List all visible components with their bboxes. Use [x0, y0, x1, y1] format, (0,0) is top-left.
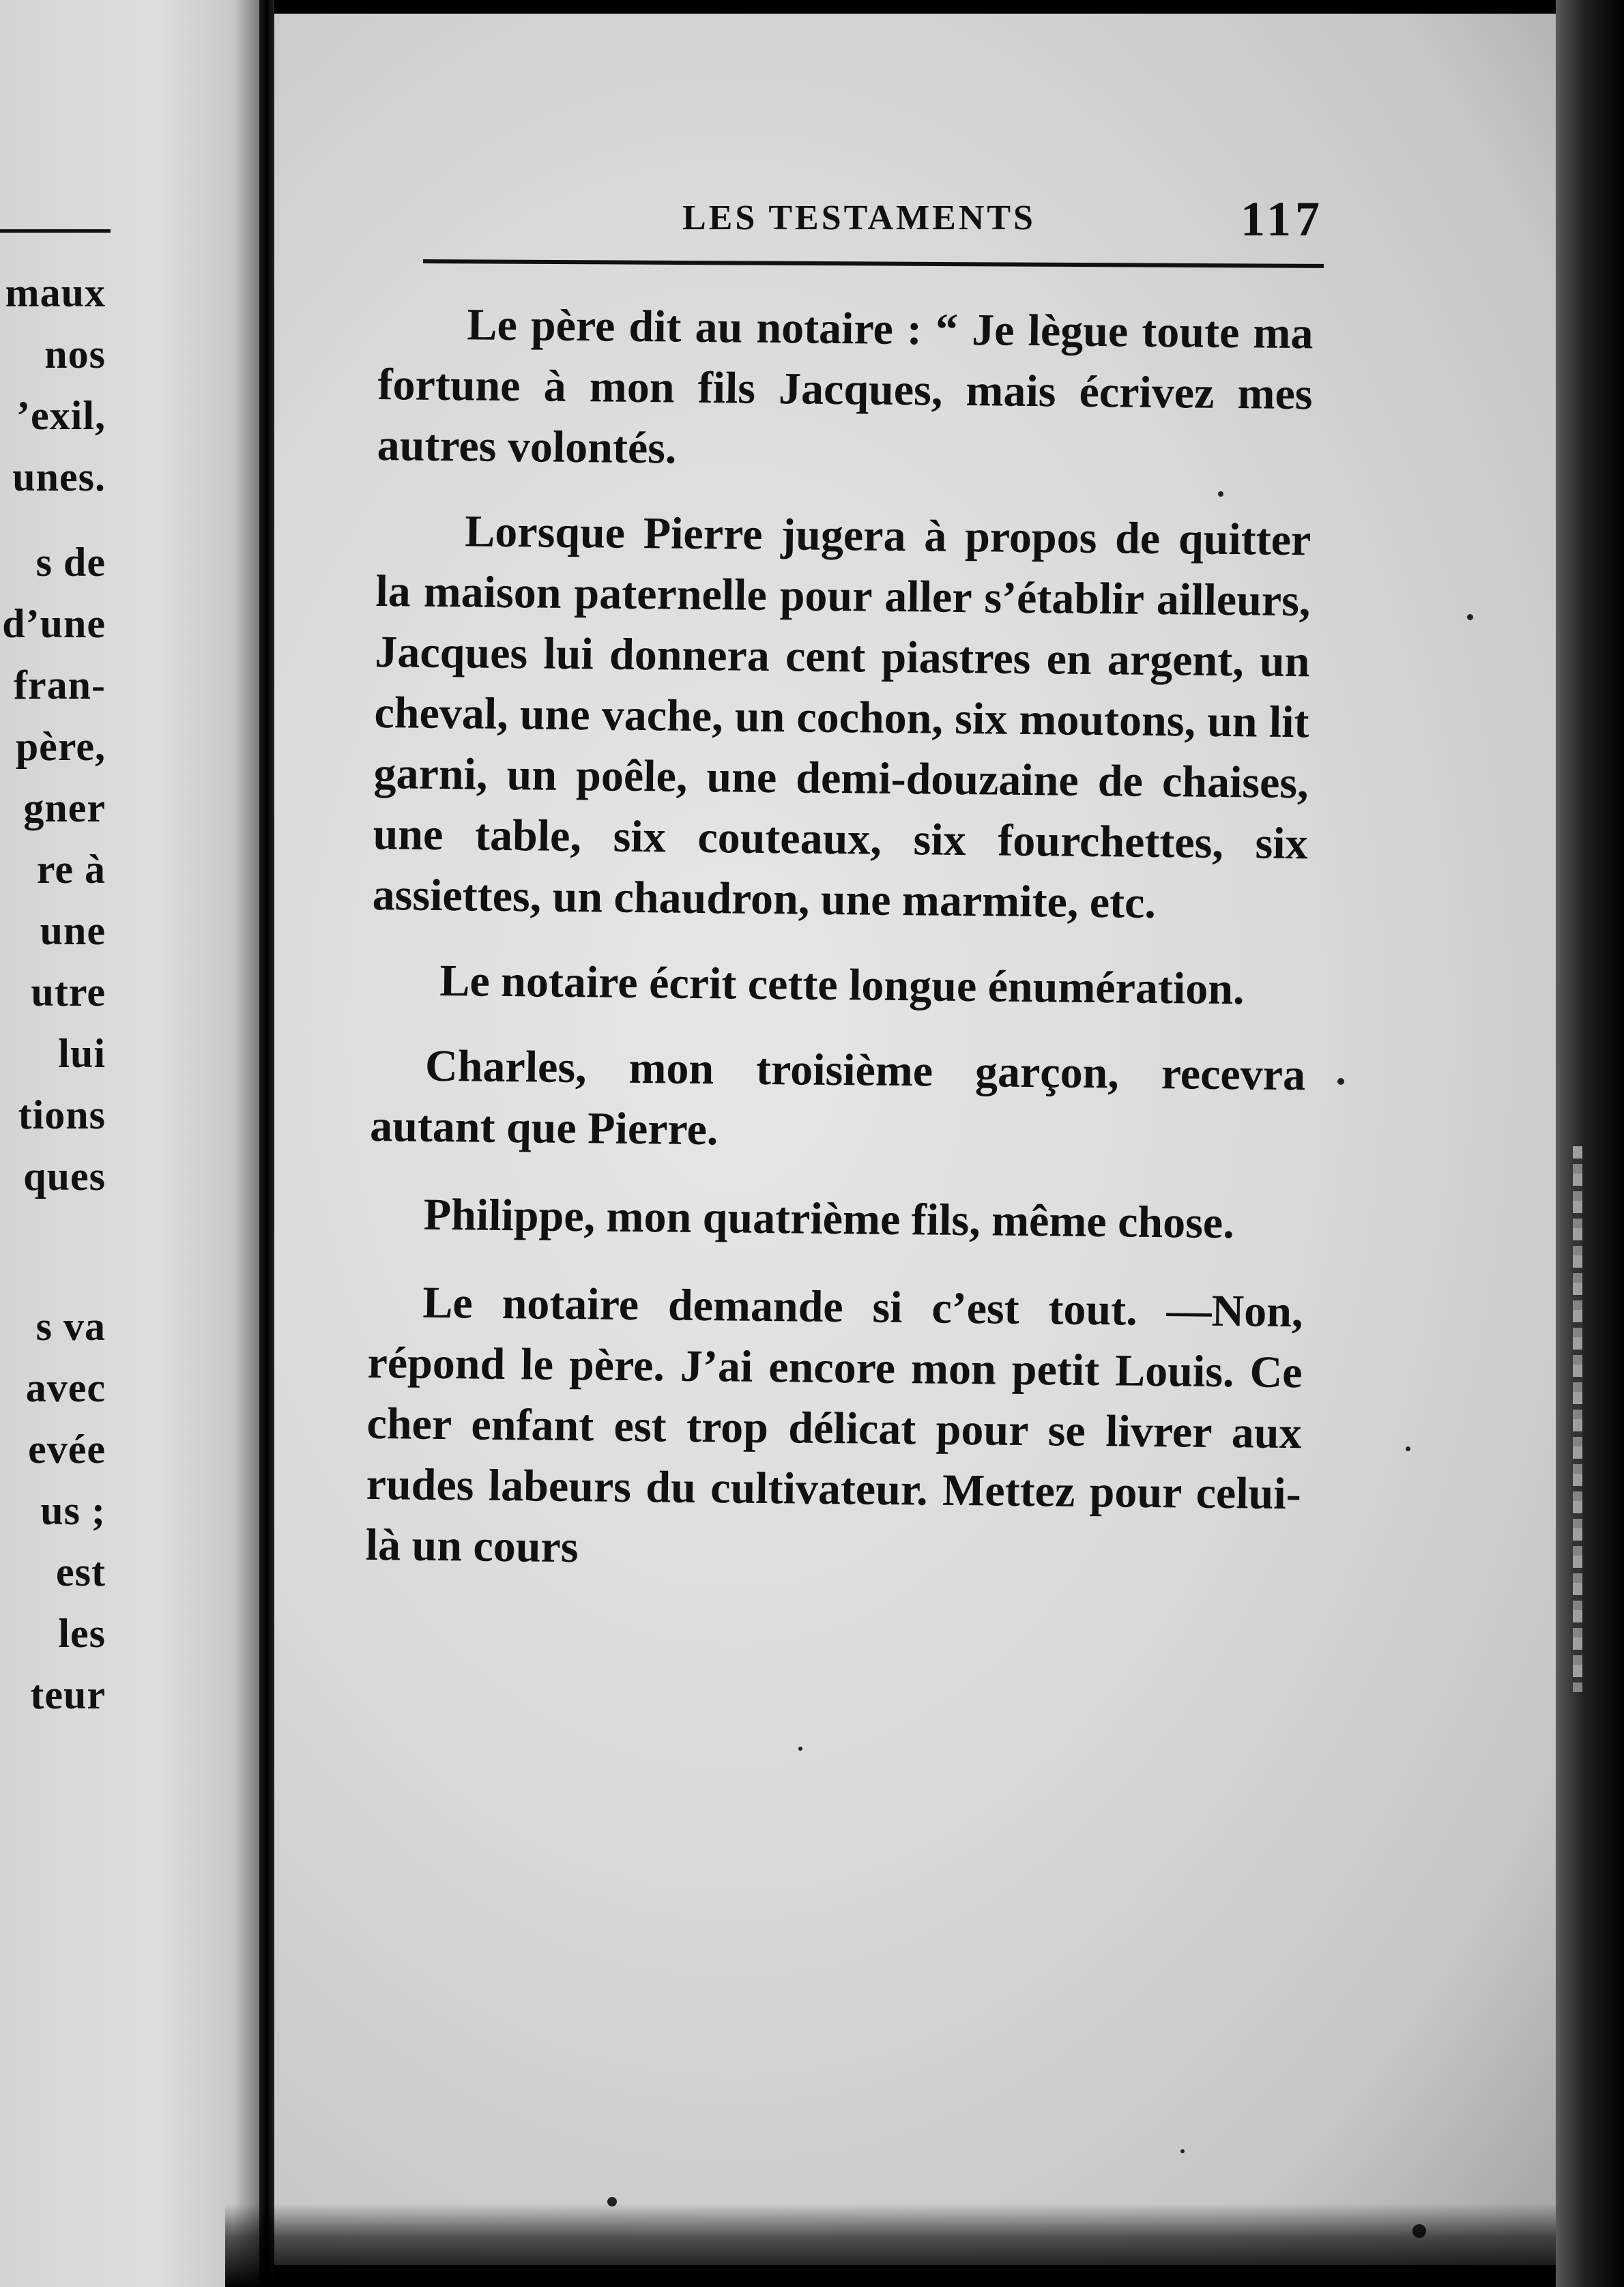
- paragraph: Lorsque Pierre jugera à propos de quitter la maison paternelle pour aller s’établir ailleurs, Jacques lui donnera cent piastres en argent, un cheval, une vache, un cochon, six moutons, un lit garni, un poêle, une demi-douzaine de chaises, une table, six couteaux, six fourchettes, six assiettes, un chaudron, une marmite, etc.: [372, 506, 1311, 928]
- left-page-line: s de: [35, 540, 106, 585]
- left-page-line: re à: [36, 847, 106, 892]
- left-page-line: s va: [35, 1304, 106, 1349]
- left-page-line: unes.: [12, 454, 106, 499]
- left-page-line: ques: [23, 1154, 106, 1199]
- left-page-line: utre: [31, 970, 106, 1015]
- left-page-line: gner: [23, 785, 106, 830]
- paragraph: Philippe, mon quatrième fils, même chose.: [423, 1189, 1235, 1249]
- left-page-line: tions: [18, 1092, 106, 1137]
- left-page-line: d’une: [2, 601, 106, 646]
- bottom-page-edge: [225, 2204, 1556, 2287]
- left-page-line: avec: [25, 1365, 106, 1410]
- left-page-rule: [0, 229, 111, 233]
- left-page-line: lui: [58, 1031, 106, 1076]
- left-page-line: us ;: [40, 1488, 106, 1533]
- left-page-line: evée: [28, 1427, 106, 1472]
- left-page-line: nos: [44, 332, 106, 377]
- paragraph: Le notaire écrit cette longue énumération.: [439, 955, 1245, 1015]
- left-page-line: ’exil,: [16, 393, 106, 438]
- margin-stamp: [1573, 1146, 1582, 1692]
- running-title: LES TESTAMENTS: [682, 199, 1036, 237]
- left-page-line: est: [56, 1549, 106, 1594]
- paragraph: Charles, mon troisième garçon, recevra autant que Pierre.: [369, 1040, 1306, 1155]
- page-number: 117: [1240, 192, 1324, 246]
- page-header: [423, 191, 1324, 266]
- left-page-line: les: [58, 1611, 106, 1656]
- paragraph: Le père dit au notaire : “ Je lègue toute ma fortune à mon fils Jacques, mais écrivez mes autres volontés.: [377, 300, 1314, 474]
- left-page-line: fran-: [14, 662, 106, 708]
- page-body: [365, 293, 1314, 1609]
- book-gutter: [259, 0, 274, 2287]
- paragraph: Le notaire demande si c’est tout. —Non, répond le père. J’ai encore mon petit Louis. Ce cher enfant est trop délicat pour se livrer aux rudes labeurs du cultivateur. Mettez pour celui-là un cours: [365, 1277, 1303, 1573]
- left-facing-page: [0, 0, 259, 2287]
- left-page-line: une: [40, 908, 106, 953]
- left-page-line: maux: [5, 270, 106, 315]
- left-page-line: teur: [30, 1672, 106, 1717]
- right-page-edge: [1556, 0, 1624, 2287]
- left-page-line: père,: [15, 724, 106, 769]
